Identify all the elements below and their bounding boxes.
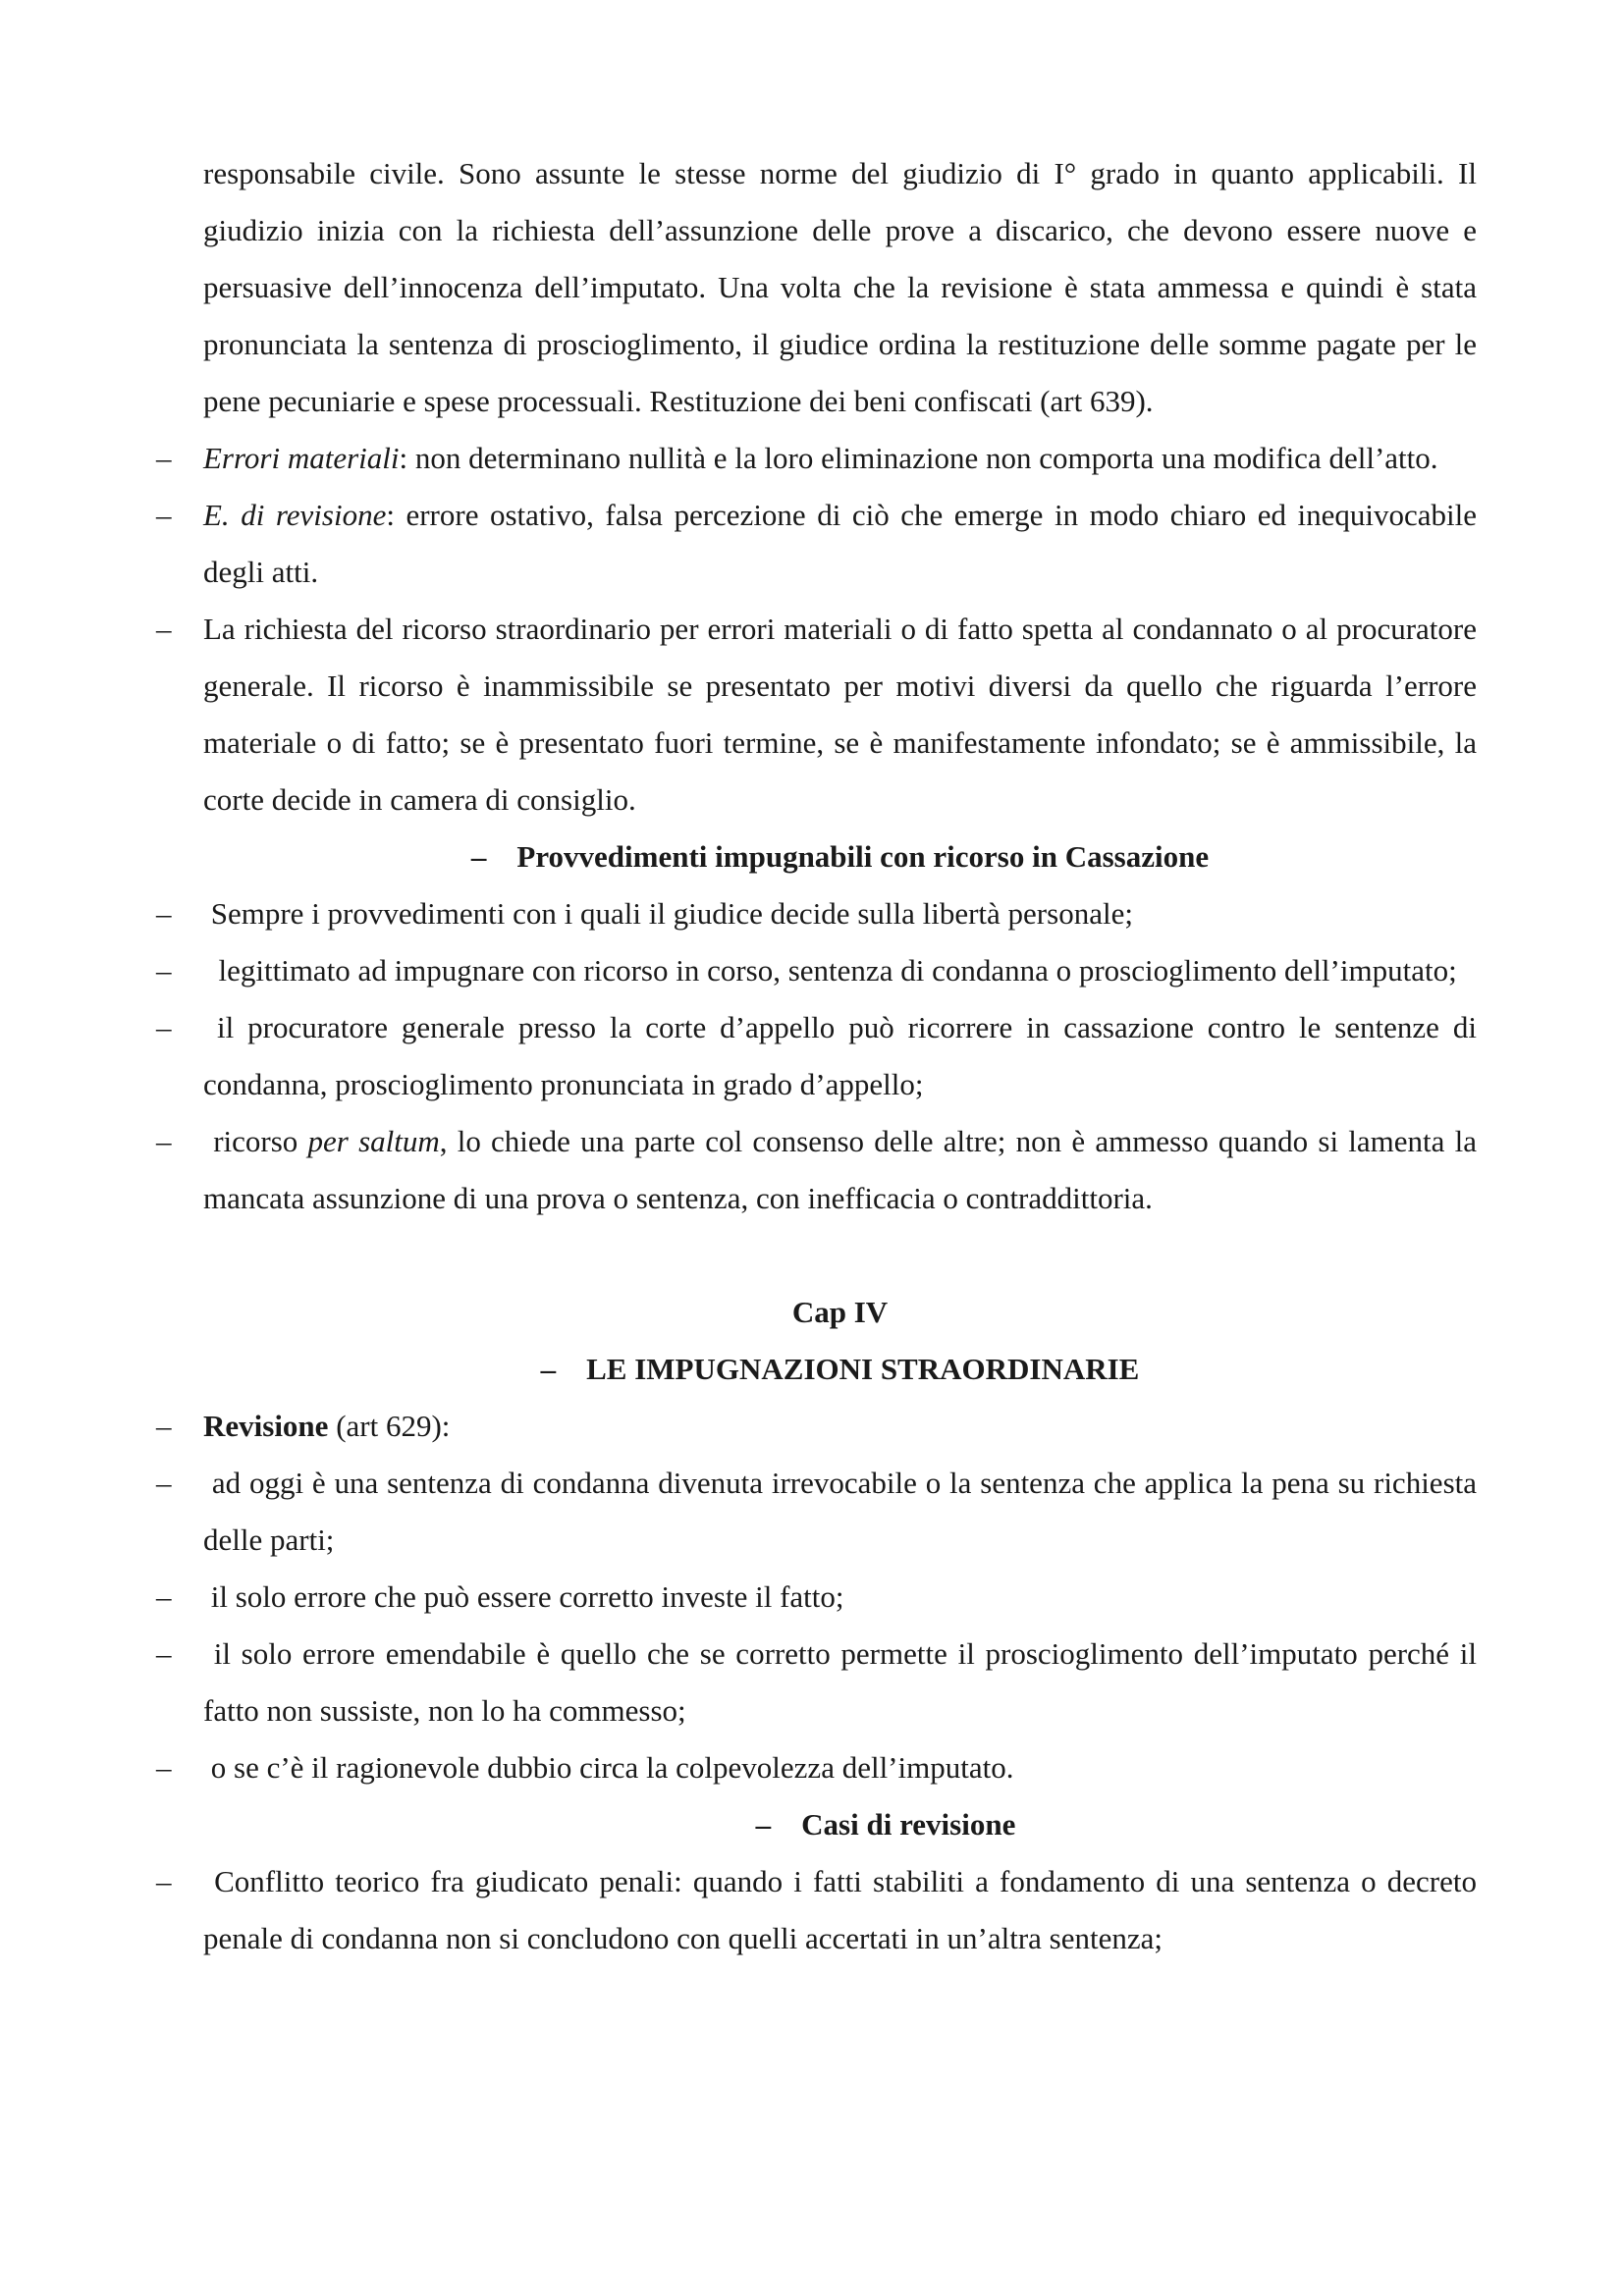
list-item-revisione-3	[156, 1626, 1477, 1739]
errori-materiali-text: : non determinano nullità e la loro eliminazione non comporta una modifica dell’atto.	[399, 441, 1438, 475]
heading-casi-text: Casi di revisione	[801, 1807, 1016, 1842]
page-body	[156, 145, 1477, 1967]
revisione-item-2-text: il solo errore che può essere corretto investe il fatto;	[210, 1579, 844, 1614]
section-spacer	[203, 1227, 1477, 1284]
casi-item-1-text: Conflitto teorico fra giudicato penali: quando i fatti stabiliti a fondamento di una sentenza o decreto penale di condanna non si concludono con quelli accertati in un’altra sentenza;	[203, 1864, 1477, 1955]
heading-provvedimenti-text: Provvedimenti impugnabili con ricorso in Cassazione	[516, 839, 1210, 874]
revisione-ref: (art 629):	[328, 1409, 451, 1443]
dash-bullet: –	[156, 1124, 172, 1158]
term-errore-revisione: E. di revisione	[203, 498, 387, 532]
dash-bullet: –	[156, 612, 172, 646]
list-item-provvedimenti-1	[156, 885, 1477, 942]
term-revisione: Revisione	[203, 1409, 329, 1443]
revisione-item-1-text: ad oggi è una sentenza di condanna divenuta irrevocabile o la sentenza che applica la pena su richiesta delle parti;	[203, 1466, 1477, 1557]
heading-dash: –	[470, 839, 487, 874]
list-item-errore-revisione	[156, 487, 1477, 601]
list-item-provvedimenti-4	[156, 1113, 1477, 1227]
provvedimenti-item-4-post: , lo chiede una parte col consenso delle altre; non è ammesso quando si lamenta la mancata assunzione di una prova o sentenza, con inefficacia o contraddittoria.	[203, 1124, 1477, 1215]
term-errori-materiali: Errori materiali	[203, 441, 400, 475]
list-item-revisione-2	[156, 1569, 1477, 1626]
revisione-item-3-text: il solo errore emendabile è quello che se corretto permette il proscioglimento dell’imputato perché il fatto non sussiste, non lo ha commesso;	[203, 1636, 1477, 1728]
heading-provvedimenti	[203, 828, 1477, 885]
list-item-revisione	[156, 1398, 1477, 1455]
list-item-provvedimenti-2	[156, 942, 1477, 999]
dash-bullet: –	[156, 1409, 172, 1443]
list-item-errori-materiali	[156, 430, 1477, 487]
dash-bullet: –	[156, 1466, 172, 1500]
chapter-subtitle-text: LE IMPUGNAZIONI STRAORDINARIE	[586, 1352, 1140, 1386]
provvedimenti-item-2-text: legittimato ad impugnare con ricorso in corso, sentenza di condanna o proscioglimento dell’imputato;	[218, 953, 1457, 988]
dash-bullet: –	[156, 896, 172, 931]
heading-dash: –	[540, 1352, 557, 1386]
dash-bullet: –	[156, 1010, 172, 1044]
heading-dash: –	[755, 1807, 772, 1842]
dash-bullet: –	[156, 1636, 172, 1671]
dash-bullet: –	[156, 1579, 172, 1614]
revisione-item-4-text: o se c’è il ragionevole dubbio circa la colpevolezza dell’imputato.	[210, 1750, 1014, 1785]
dash-bullet: –	[156, 1750, 172, 1785]
provvedimenti-item-1-text: Sempre i provvedimenti con i quali il giudice decide sulla libertà personale;	[210, 896, 1133, 931]
heading-casi-revisione	[203, 1796, 1477, 1853]
dash-bullet: –	[156, 498, 172, 532]
intro-paragraph: responsabile civile. Sono assunte le stesse norme del giudizio di I° grado in quanto applicabili. Il giudizio inizia con la richiesta dell’assunzione delle prove a discarico, che devono essere nuove e persuasive dell’innocenza dell’imputato. Una volta che la revisione è stata ammessa e quindi è stata pronunciata la sentenza di proscioglimento, il giudice ordina la restituzione delle somme pagate per le pene pecuniarie e spese processuali. Restituzione dei beni confiscati (art 639).	[203, 156, 1477, 418]
list-item-revisione-1	[156, 1455, 1477, 1569]
chapter-subtitle	[203, 1341, 1477, 1398]
dash-bullet: –	[156, 441, 172, 475]
list-item-revisione-4	[156, 1739, 1477, 1796]
list-item-richiesta-ricorso	[156, 601, 1477, 828]
provvedimenti-item-3-text: il procuratore generale presso la corte d’appello può ricorrere in cassazione contro le sentenze di condanna, proscioglimento pronunciata in grado d’appello;	[203, 1010, 1477, 1101]
dash-bullet: –	[156, 1864, 172, 1898]
list-item-provvedimenti-3	[156, 999, 1477, 1113]
errore-revisione-text: : errore ostativo, falsa percezione di ciò che emerge in modo chiaro ed inequivocabile degli atti.	[203, 498, 1477, 589]
dash-bullet: –	[156, 953, 172, 988]
list-item-casi-1	[156, 1853, 1477, 1967]
richiesta-ricorso-text: La richiesta del ricorso straordinario per errori materiali o di fatto spetta al condannato o al procuratore generale. Il ricorso è inammissibile se presentato per motivi diversi da quello che riguarda l’errore materiale o di fatto; se è presentato fuori termine, se è manifestamente infondato; se è ammissibile, la corte decide in camera di consiglio.	[203, 612, 1477, 817]
term-per-saltum: per saltum	[307, 1124, 440, 1158]
provvedimenti-item-4-pre: ricorso	[213, 1124, 308, 1158]
chapter-title: Cap IV	[791, 1295, 889, 1329]
